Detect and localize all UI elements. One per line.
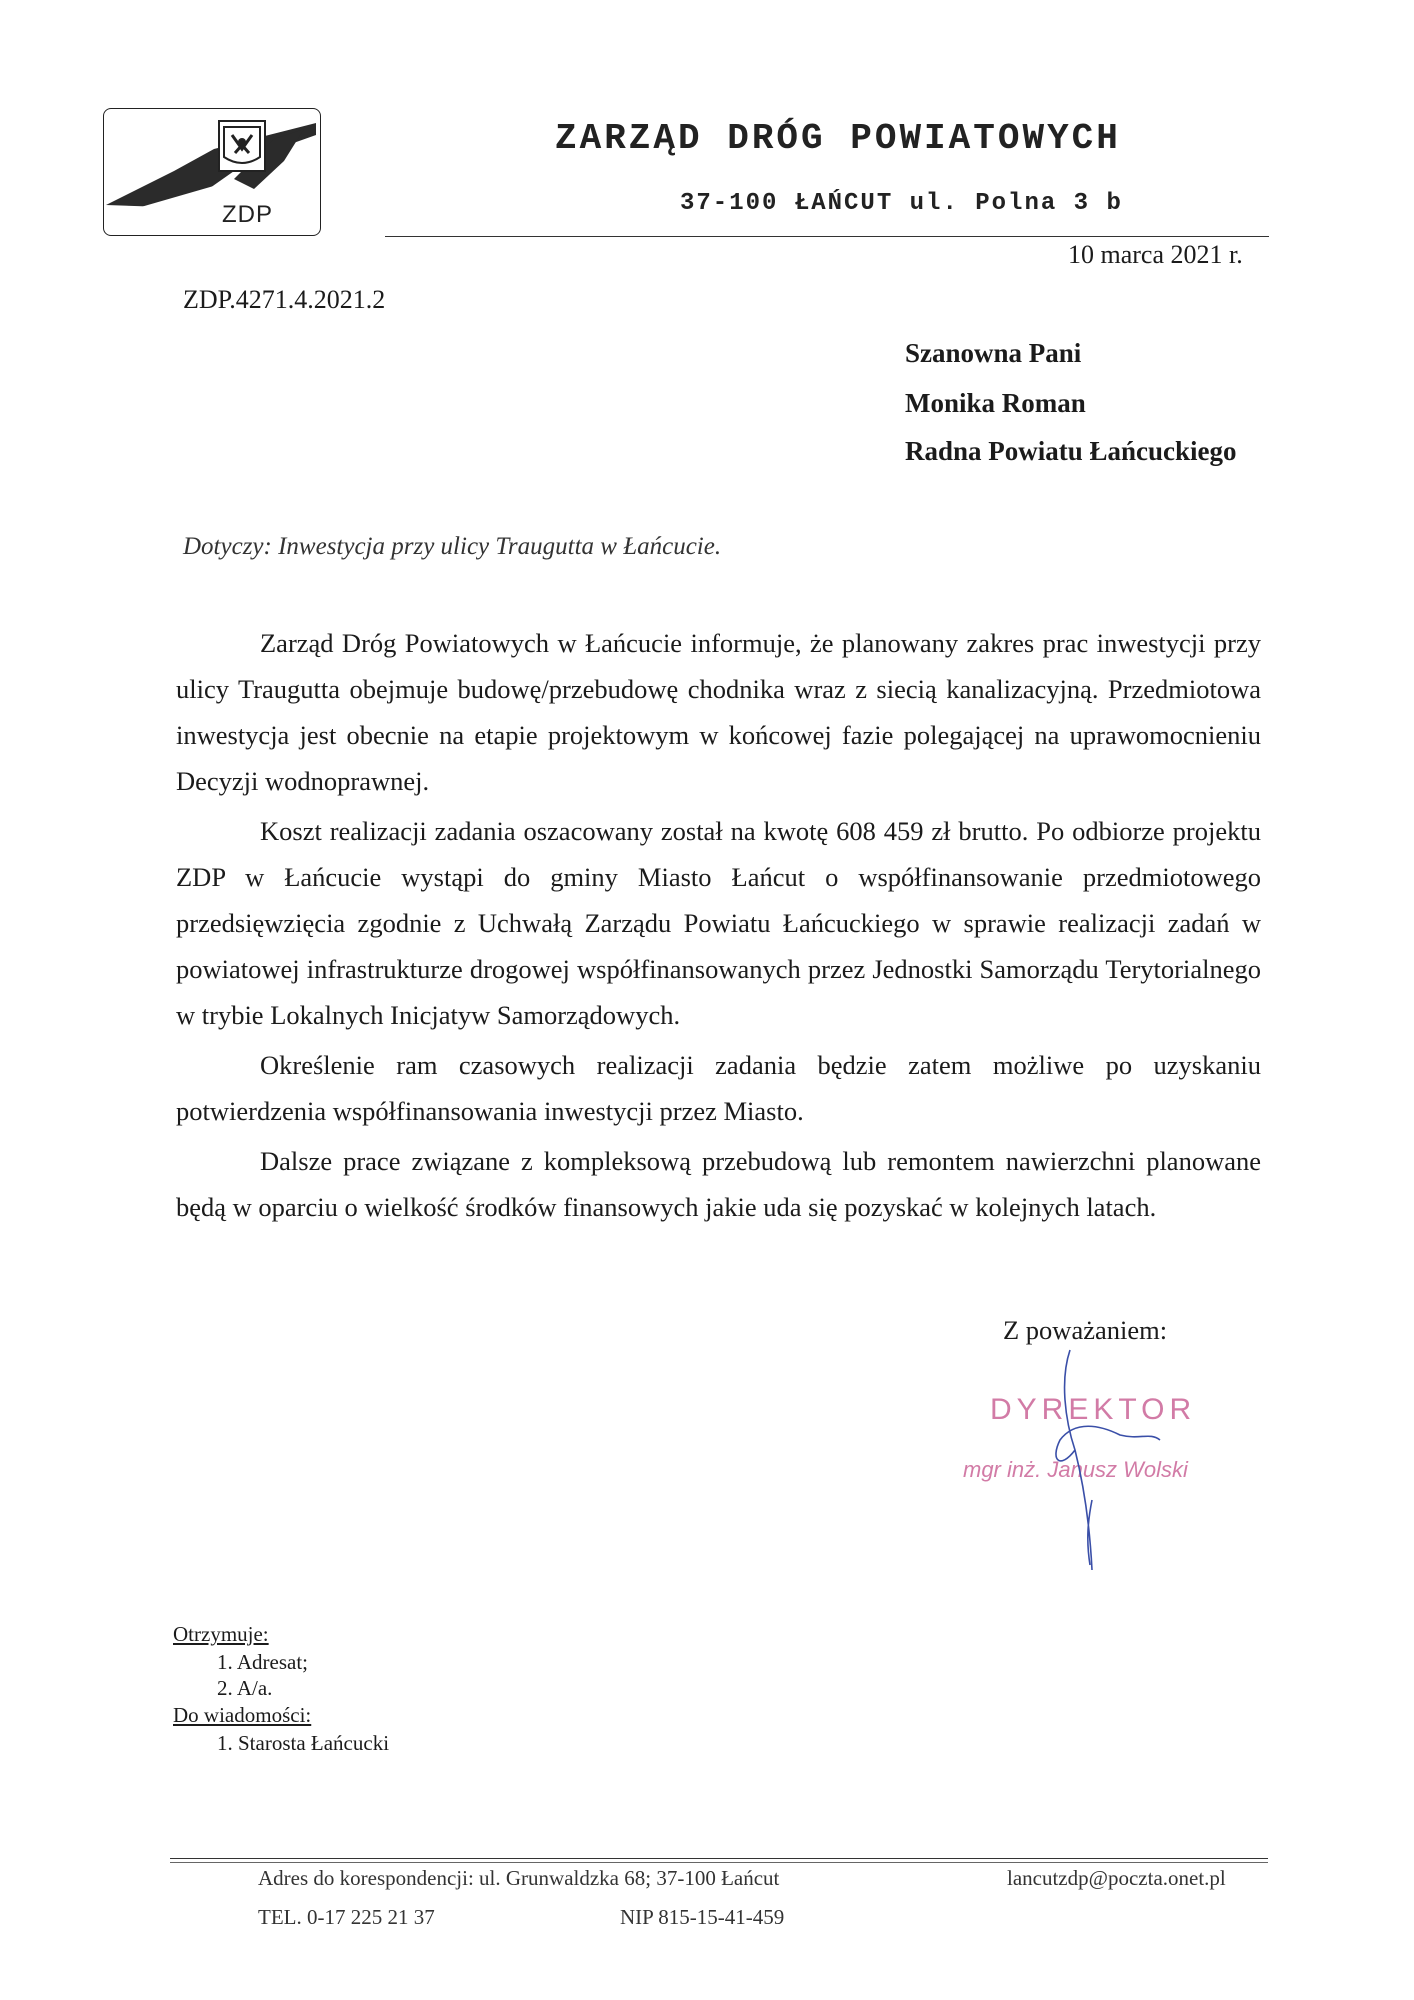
footer-email: lancutzdp@poczta.onet.pl (1007, 1866, 1226, 1890)
recipient-item: 2. A/a. (217, 1676, 273, 1700)
stamp-name: mgr inż. Janusz Wolski (963, 1457, 1188, 1482)
body-paragraph: Dalsze prace związane z kompleksową przebudową lub remontem nawierzchni planowane będą w oparciu o wielkość środków finansowych jakie uda się pozyskać w kolejnych latach. (176, 1146, 1261, 1222)
info-recipients-label: Do wiadomości: (173, 1703, 312, 1727)
letter-subject: Dotyczy: Inwestycja przy ulicy Traugutta w Łańcucie. (183, 533, 722, 560)
letter-body (176, 620, 1261, 1234)
organization-logo (103, 108, 321, 236)
footer-phone: TEL. 0-17 225 21 37 (258, 1905, 435, 1929)
info-recipient-item: 1. Starosta Łańcucki (217, 1731, 390, 1755)
organization-address: 37-100 ŁAŃCUT ul. Polna 3 b (680, 190, 1123, 217)
recipient-item: 1. Adresat; (217, 1650, 308, 1674)
footer-address: Adres do korespondencji: ul. Grunwaldzka 68; 37-100 Łańcut (258, 1866, 780, 1890)
footer-divider (170, 1858, 1268, 1859)
stamp-title: DYREKTOR (990, 1393, 1197, 1426)
closing-phrase: Z poważaniem: (1003, 1315, 1168, 1345)
logo-text: ZDP (222, 201, 273, 228)
footer-nip: NIP 815-15-41-459 (620, 1905, 785, 1929)
addressee-name: Monika Roman (905, 388, 1086, 418)
organization-name: ZARZĄD DRÓG POWIATOWYCH (555, 118, 1121, 159)
letter-date: 10 marca 2021 r. (1068, 240, 1243, 269)
reference-number: ZDP.4271.4.2021.2 (183, 285, 386, 314)
body-paragraph: Koszt realizacji zadania oszacowany został na kwotę 608 459 zł brutto. Po odbiorze projektu ZDP w Łańcucie wystąpi do gminy Miasto Łańcut o współfinansowanie przedmiotowego przedsięwzięcia zgodnie z Uchwałą Zarządu Powiatu Łańcuckiego w sprawie realizacji zadań w powiatowej infrastrukturze drogowej współfinansowanych przez Jednostki Samorządu Terytorialnego w trybie Lokalnych Inicjatyw Samorządowych. (176, 816, 1261, 1030)
body-paragraph: Określenie ram czasowych realizacji zadania będzie zatem możliwe po uzyskaniu potwierdzenia współfinansowania inwestycji przez Miasto. (176, 1050, 1261, 1126)
handwritten-signature (1030, 1340, 1230, 1580)
recipients-label: Otrzymuje: (173, 1622, 269, 1646)
addressee-title: Radna Powiatu Łańcuckiego (905, 436, 1237, 466)
road-emblem-icon (104, 109, 320, 235)
footer-divider (170, 1862, 1268, 1863)
body-paragraph: Zarząd Dróg Powiatowych w Łańcucie informuje, że planowany zakres prac inwestycji przy ulicy Traugutta obejmuje budowę/przebudowę chodnika wraz z siecią kanalizacyjną. Przedmiotowa inwestycja jest obecnie na etapie projektowym w końcowej fazie polegającej na uprawomocnieniu Decyzji wodnoprawnej. (176, 628, 1261, 796)
header-divider (385, 236, 1269, 237)
addressee-salutation: Szanowna Pani (905, 338, 1082, 368)
